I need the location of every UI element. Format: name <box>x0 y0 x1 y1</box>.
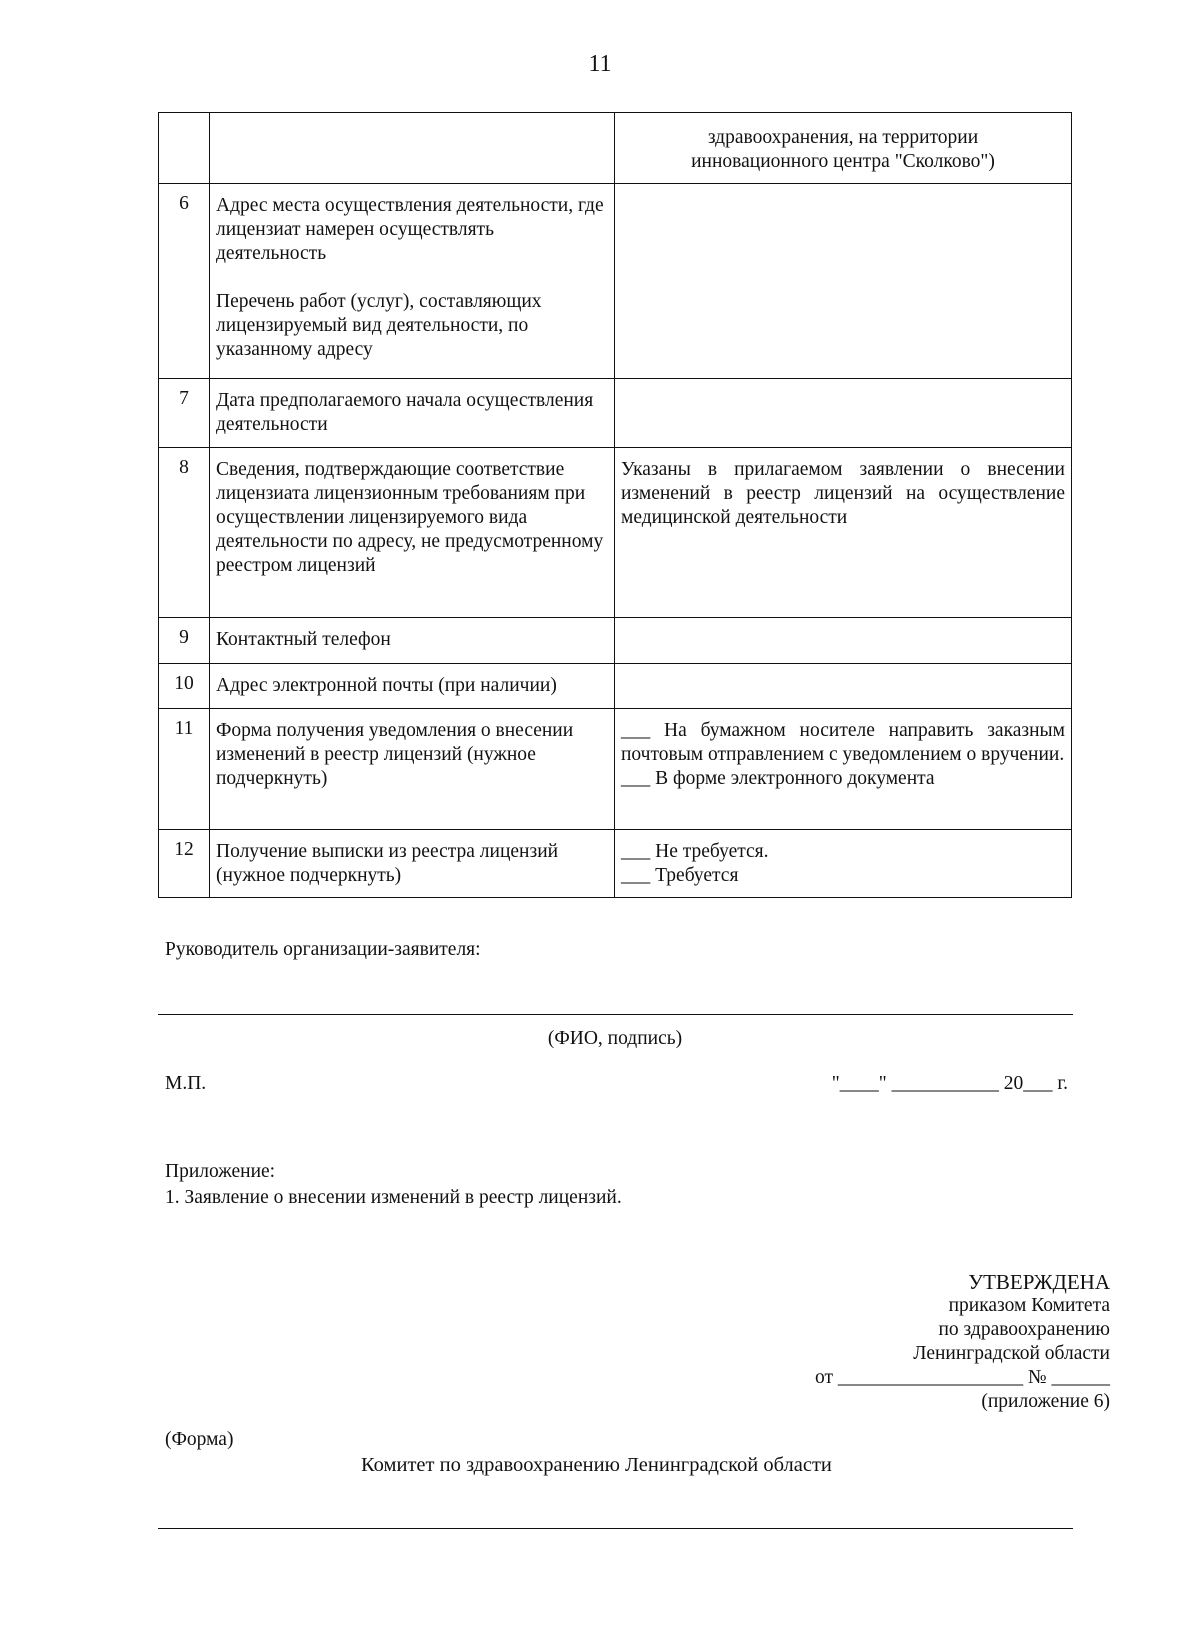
signature-line <box>158 1014 1073 1015</box>
table-row: 9 Контактный телефон <box>159 618 1072 664</box>
committee-name: Комитет по здравоохранению Ленинградской области <box>361 1454 832 1476</box>
value-cell: Указаны в прилагаемом заявлении о внесении изменений в реестр лицензий на осуществление медицинской деятельности <box>615 448 1072 618</box>
fio-caption: (ФИО, подпись) <box>547 1028 683 1049</box>
value-cell[interactable] <box>615 664 1072 709</box>
appendix-title: Приложение: <box>165 1161 276 1182</box>
table-row: 6 Адрес места осуществления деятельности, где лицензиат намерен осуществлять деятельность Перечень работ (услуг), составляющих лицензируемый вид деятельности, по указанному адресу <box>159 184 1072 379</box>
approval-block: УТВЕРЖДЕНА приказом Комитета по здравоохранению Ленинградской области от ___________________ № ______ (приложение 6) <box>815 1270 1110 1412</box>
table-row: 10 Адрес электронной почты (при наличии) <box>159 664 1072 709</box>
table-row: 8 Сведения, подтверждающие соответствие лицензиата лицензионным требованиям при осуществлении лицензируемого вида деятельности по адресу, не предусмотренному реестром лицензий Указаны в прилагаемом заявлении о внесении изменений в реестр лицензий на осуществление медицинской деятельности <box>159 448 1072 618</box>
appendix-item: 1. Заявление о внесении изменений в реестр лицензий. <box>165 1187 622 1208</box>
continuation-cell: здравоохранения, на территории инновационного центра "Сколково") <box>615 113 1072 184</box>
page-number: 11 <box>588 51 612 77</box>
value-cell[interactable] <box>615 379 1072 448</box>
header-line <box>158 1528 1073 1529</box>
date-field: "____" ___________ 20___ г. <box>831 1073 1068 1094</box>
stamp-label: М.П. <box>165 1073 207 1094</box>
table-row: 11 Форма получения уведомления о внесении изменений в реестр лицензий (нужное подчеркнуть) ___ На бумажном носителе направить заказным почтовым отправлением с уведомлением о вручении. ___ В форме электронного документа <box>159 709 1072 830</box>
form-label: (Форма) <box>165 1429 234 1450</box>
option-not-required[interactable]: ___ Не требуется. <box>621 841 769 862</box>
application-table <box>158 112 1072 898</box>
table-row: 7 Дата предполагаемого начала осуществления деятельности <box>159 379 1072 448</box>
table-row: 12 Получение выписки из реестра лицензий (нужное подчеркнуть) ___ Не требуется. ___ Требуется <box>159 830 1072 898</box>
value-cell[interactable] <box>615 618 1072 664</box>
option-required[interactable]: ___ Требуется <box>621 865 739 886</box>
value-cell[interactable] <box>615 184 1072 379</box>
option-paper[interactable]: ___ На бумажном носителе направить заказным почтовым отправлением с уведомлением о вручении. <box>621 720 1065 765</box>
head-label: Руководитель организации-заявителя: <box>165 939 481 960</box>
table-row <box>159 113 1072 184</box>
option-electronic[interactable]: ___ В форме электронного документа <box>621 768 935 789</box>
